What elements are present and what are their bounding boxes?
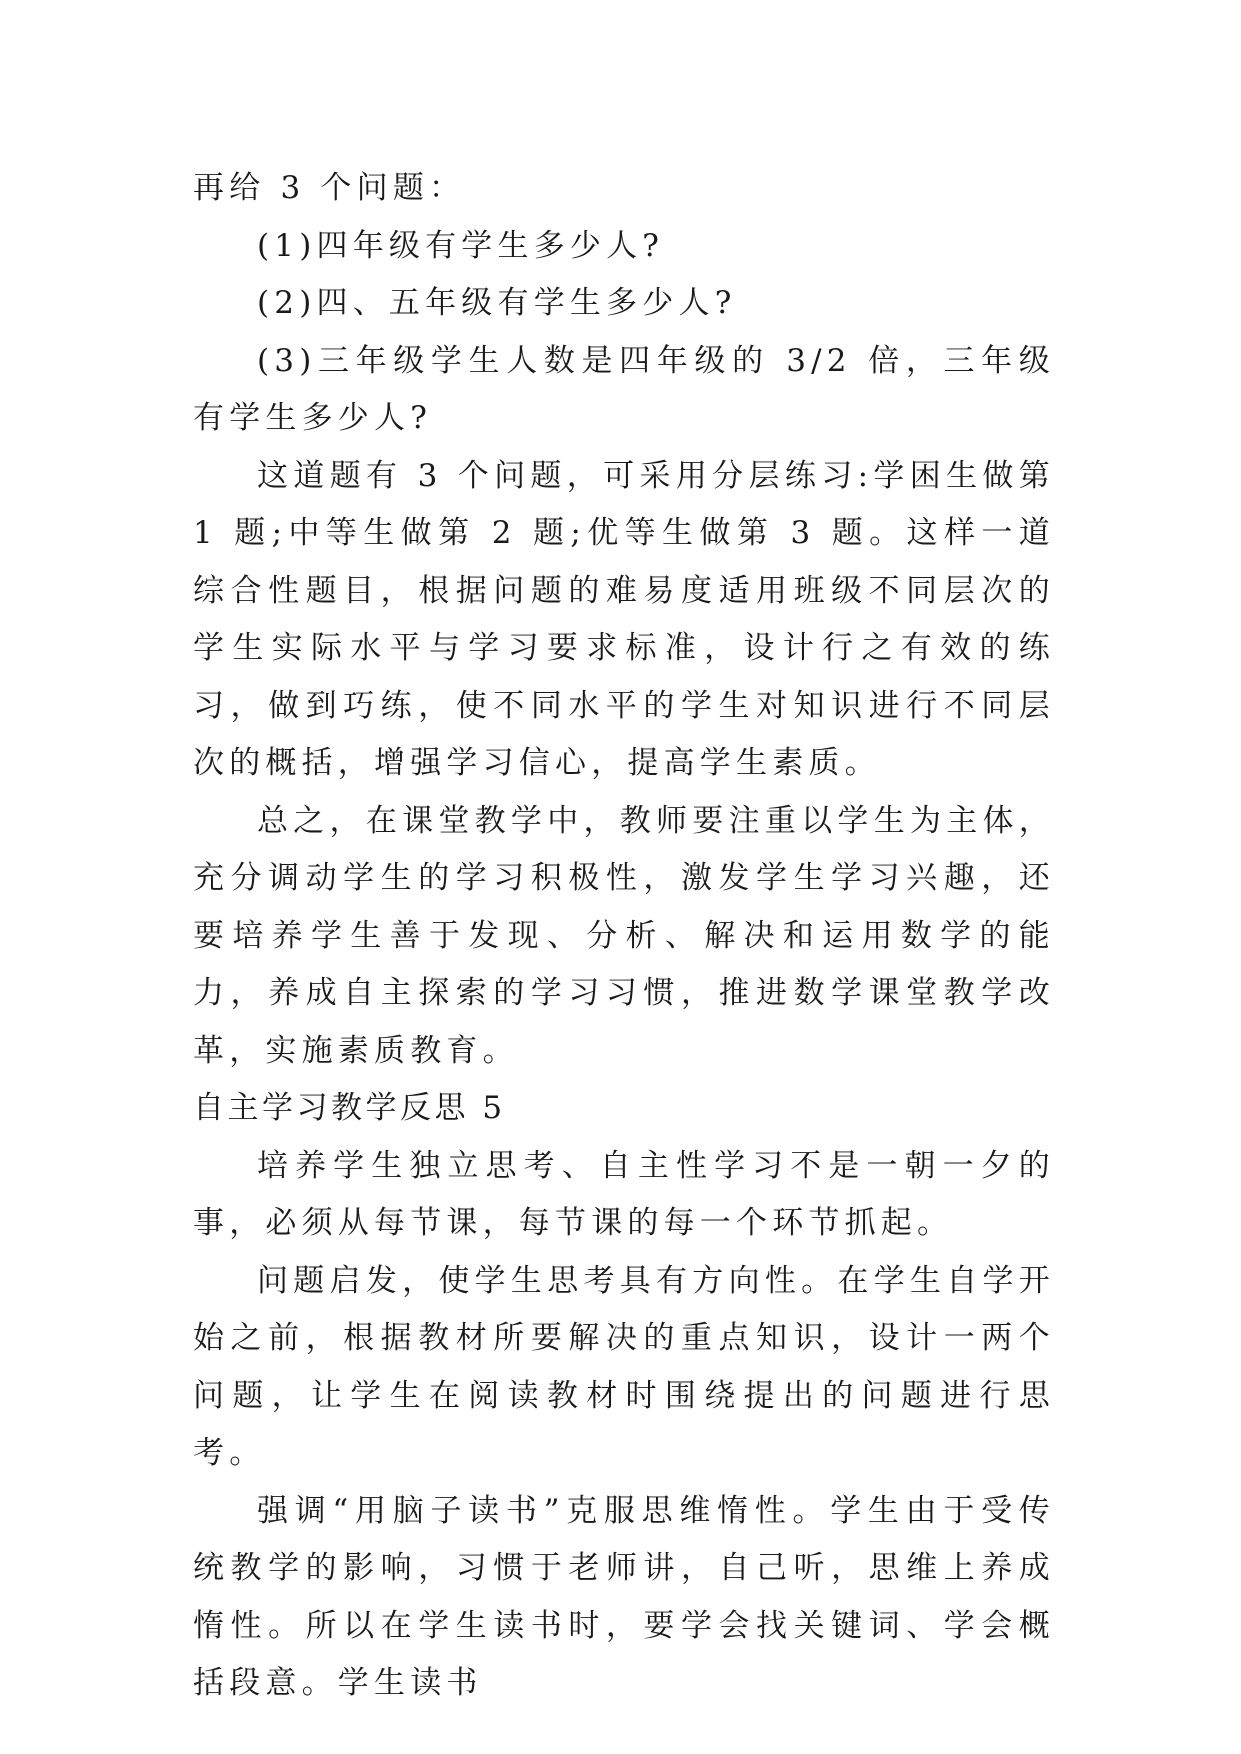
paragraph-layered-practice: 这道题有 3 个问题，可采用分层练习:学困生做第 1 题;中等生做第 2 题;优等生做第 3 题。这样一道综合性题目，根据问题的难易度适用班级不同层次的学生实际水平与学习要求标准，设计行之有效的练习，做到巧练，使不同水平的学生对知识进行不同层次的概括，增强学习信心，提高学生素质。 <box>193 457 1055 781</box>
question-1: (1)四年级有学生多少人? <box>257 227 665 264</box>
paragraph-conclusion: 总之，在课堂教学中，教师要注重以学生为主体，充分调动学生的学习积极性，激发学生学习兴趣，还要培养学生善于发现、分析、解决和运用数学的能力，养成自主探索的学习习惯，推进数学课堂教学改革，实施素质教育。 <box>193 802 1055 1069</box>
section-title: 自主学习教学反思 5 <box>193 1090 506 1126</box>
paragraph-read-with-brain: 强调“用脑子读书”克服思维惰性。学生由于受传统教学的影响，习惯于老师讲，自己听，思维上养成惰性。所以在学生读书时，要学会找关键词、学会概括段意。学生读书 <box>193 1492 1055 1701</box>
paragraph-question-inspiration: 问题启发，使学生思考具有方向性。在学生自学开始之前，根据教材所要解决的重点知识，设计一两个问题，让学生在阅读教材时围绕提出的问题进行思考。 <box>193 1262 1055 1471</box>
paragraph-independent-thinking: 培养学生独立思考、自主性学习不是一朝一夕的事，必须从每节课，每节课的每一个环节抓起。 <box>193 1147 1055 1241</box>
intro-line: 再给 3 个问题： <box>193 170 466 206</box>
document-page <box>193 160 1055 1713</box>
question-3: (3)三年级学生人数是四年级的 3/2 倍，三年级有学生多少人? <box>193 342 1055 436</box>
question-2: (2)四、五年级有学生多少人? <box>257 285 737 321</box>
